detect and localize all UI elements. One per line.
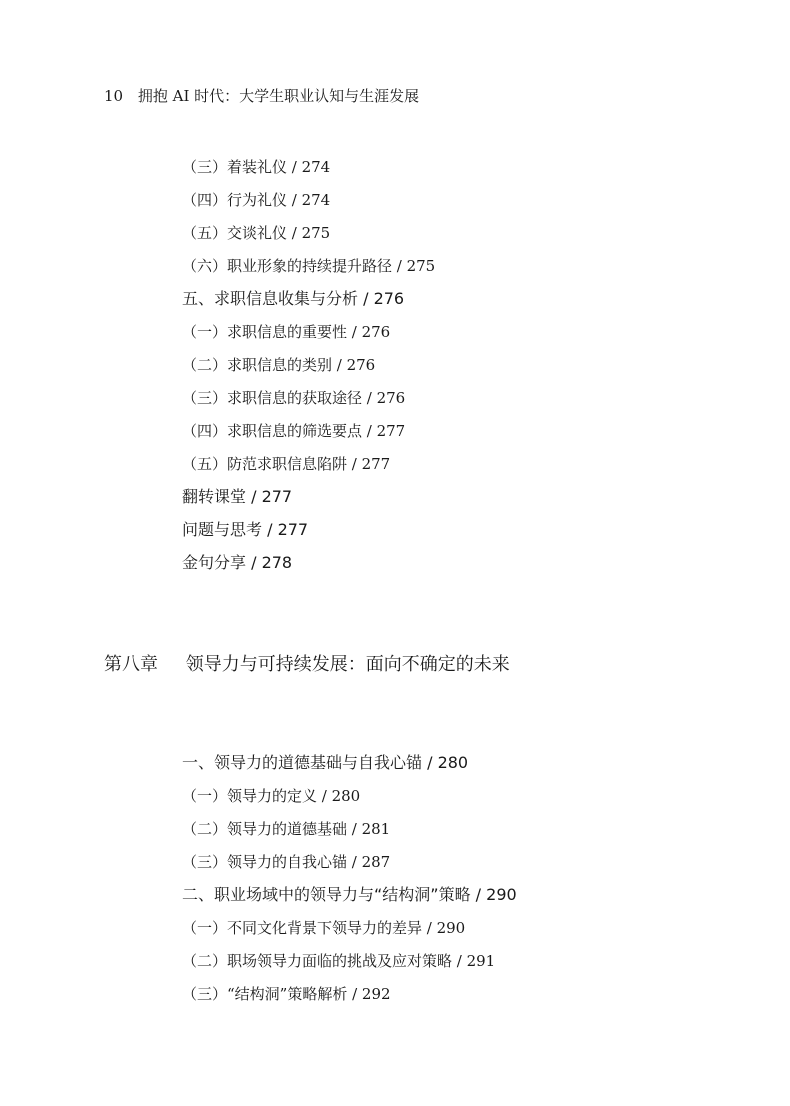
toc-entry[interactable]: （一）不同文化背景下领导力的差异 / 290 bbox=[182, 919, 466, 937]
toc-entry[interactable]: （三）着装礼仪 / 274 bbox=[182, 158, 331, 176]
book-title: 拥抱 AI 时代：大学生职业认知与生涯发展 bbox=[137, 87, 420, 105]
toc-section-entry[interactable]: 五、求职信息收集与分析 / 276 bbox=[182, 289, 405, 308]
chapter-title: 领导力与可持续发展：面向不确定的未来 bbox=[185, 654, 510, 675]
toc-entry[interactable]: （三）“结构洞”策略解析 / 292 bbox=[182, 985, 391, 1003]
page-number: 10 bbox=[104, 87, 124, 105]
chapter-number: 第八章 bbox=[104, 654, 158, 675]
toc-entry[interactable]: （三）求职信息的获取途径 / 276 bbox=[182, 389, 406, 407]
toc-entry[interactable]: （一）领导力的定义 / 280 bbox=[182, 787, 361, 805]
toc-entry[interactable]: （一）求职信息的重要性 / 276 bbox=[182, 323, 391, 341]
toc-entry[interactable]: （五）防范求职信息陷阱 / 277 bbox=[182, 455, 391, 473]
toc-section-entry[interactable]: 问题与思考 / 277 bbox=[182, 520, 309, 539]
toc-entry[interactable]: （六）职业形象的持续提升路径 / 275 bbox=[182, 257, 436, 275]
toc-entry[interactable]: （三）领导力的自我心锚 / 287 bbox=[182, 853, 391, 871]
toc-entry[interactable]: （五）交谈礼仪 / 275 bbox=[182, 224, 331, 242]
toc-section-entry[interactable]: 二、职业场域中的领导力与“结构洞”策略 / 290 bbox=[182, 885, 517, 904]
toc-entry[interactable]: （四）行为礼仪 / 274 bbox=[182, 191, 331, 209]
chapter-heading[interactable] bbox=[104, 653, 510, 677]
toc-section-entry[interactable]: 一、领导力的道德基础与自我心锚 / 280 bbox=[182, 753, 469, 772]
toc-entry[interactable]: （二）求职信息的类别 / 276 bbox=[182, 356, 376, 374]
toc-entry[interactable]: （二）领导力的道德基础 / 281 bbox=[182, 820, 391, 838]
toc-entry[interactable]: （四）求职信息的筛选要点 / 277 bbox=[182, 422, 406, 440]
toc-entry[interactable]: （二）职场领导力面临的挑战及应对策略 / 291 bbox=[182, 952, 496, 970]
toc-section-entry[interactable]: 金句分享 / 278 bbox=[182, 553, 293, 572]
toc-section-entry[interactable]: 翻转课堂 / 277 bbox=[182, 487, 293, 506]
